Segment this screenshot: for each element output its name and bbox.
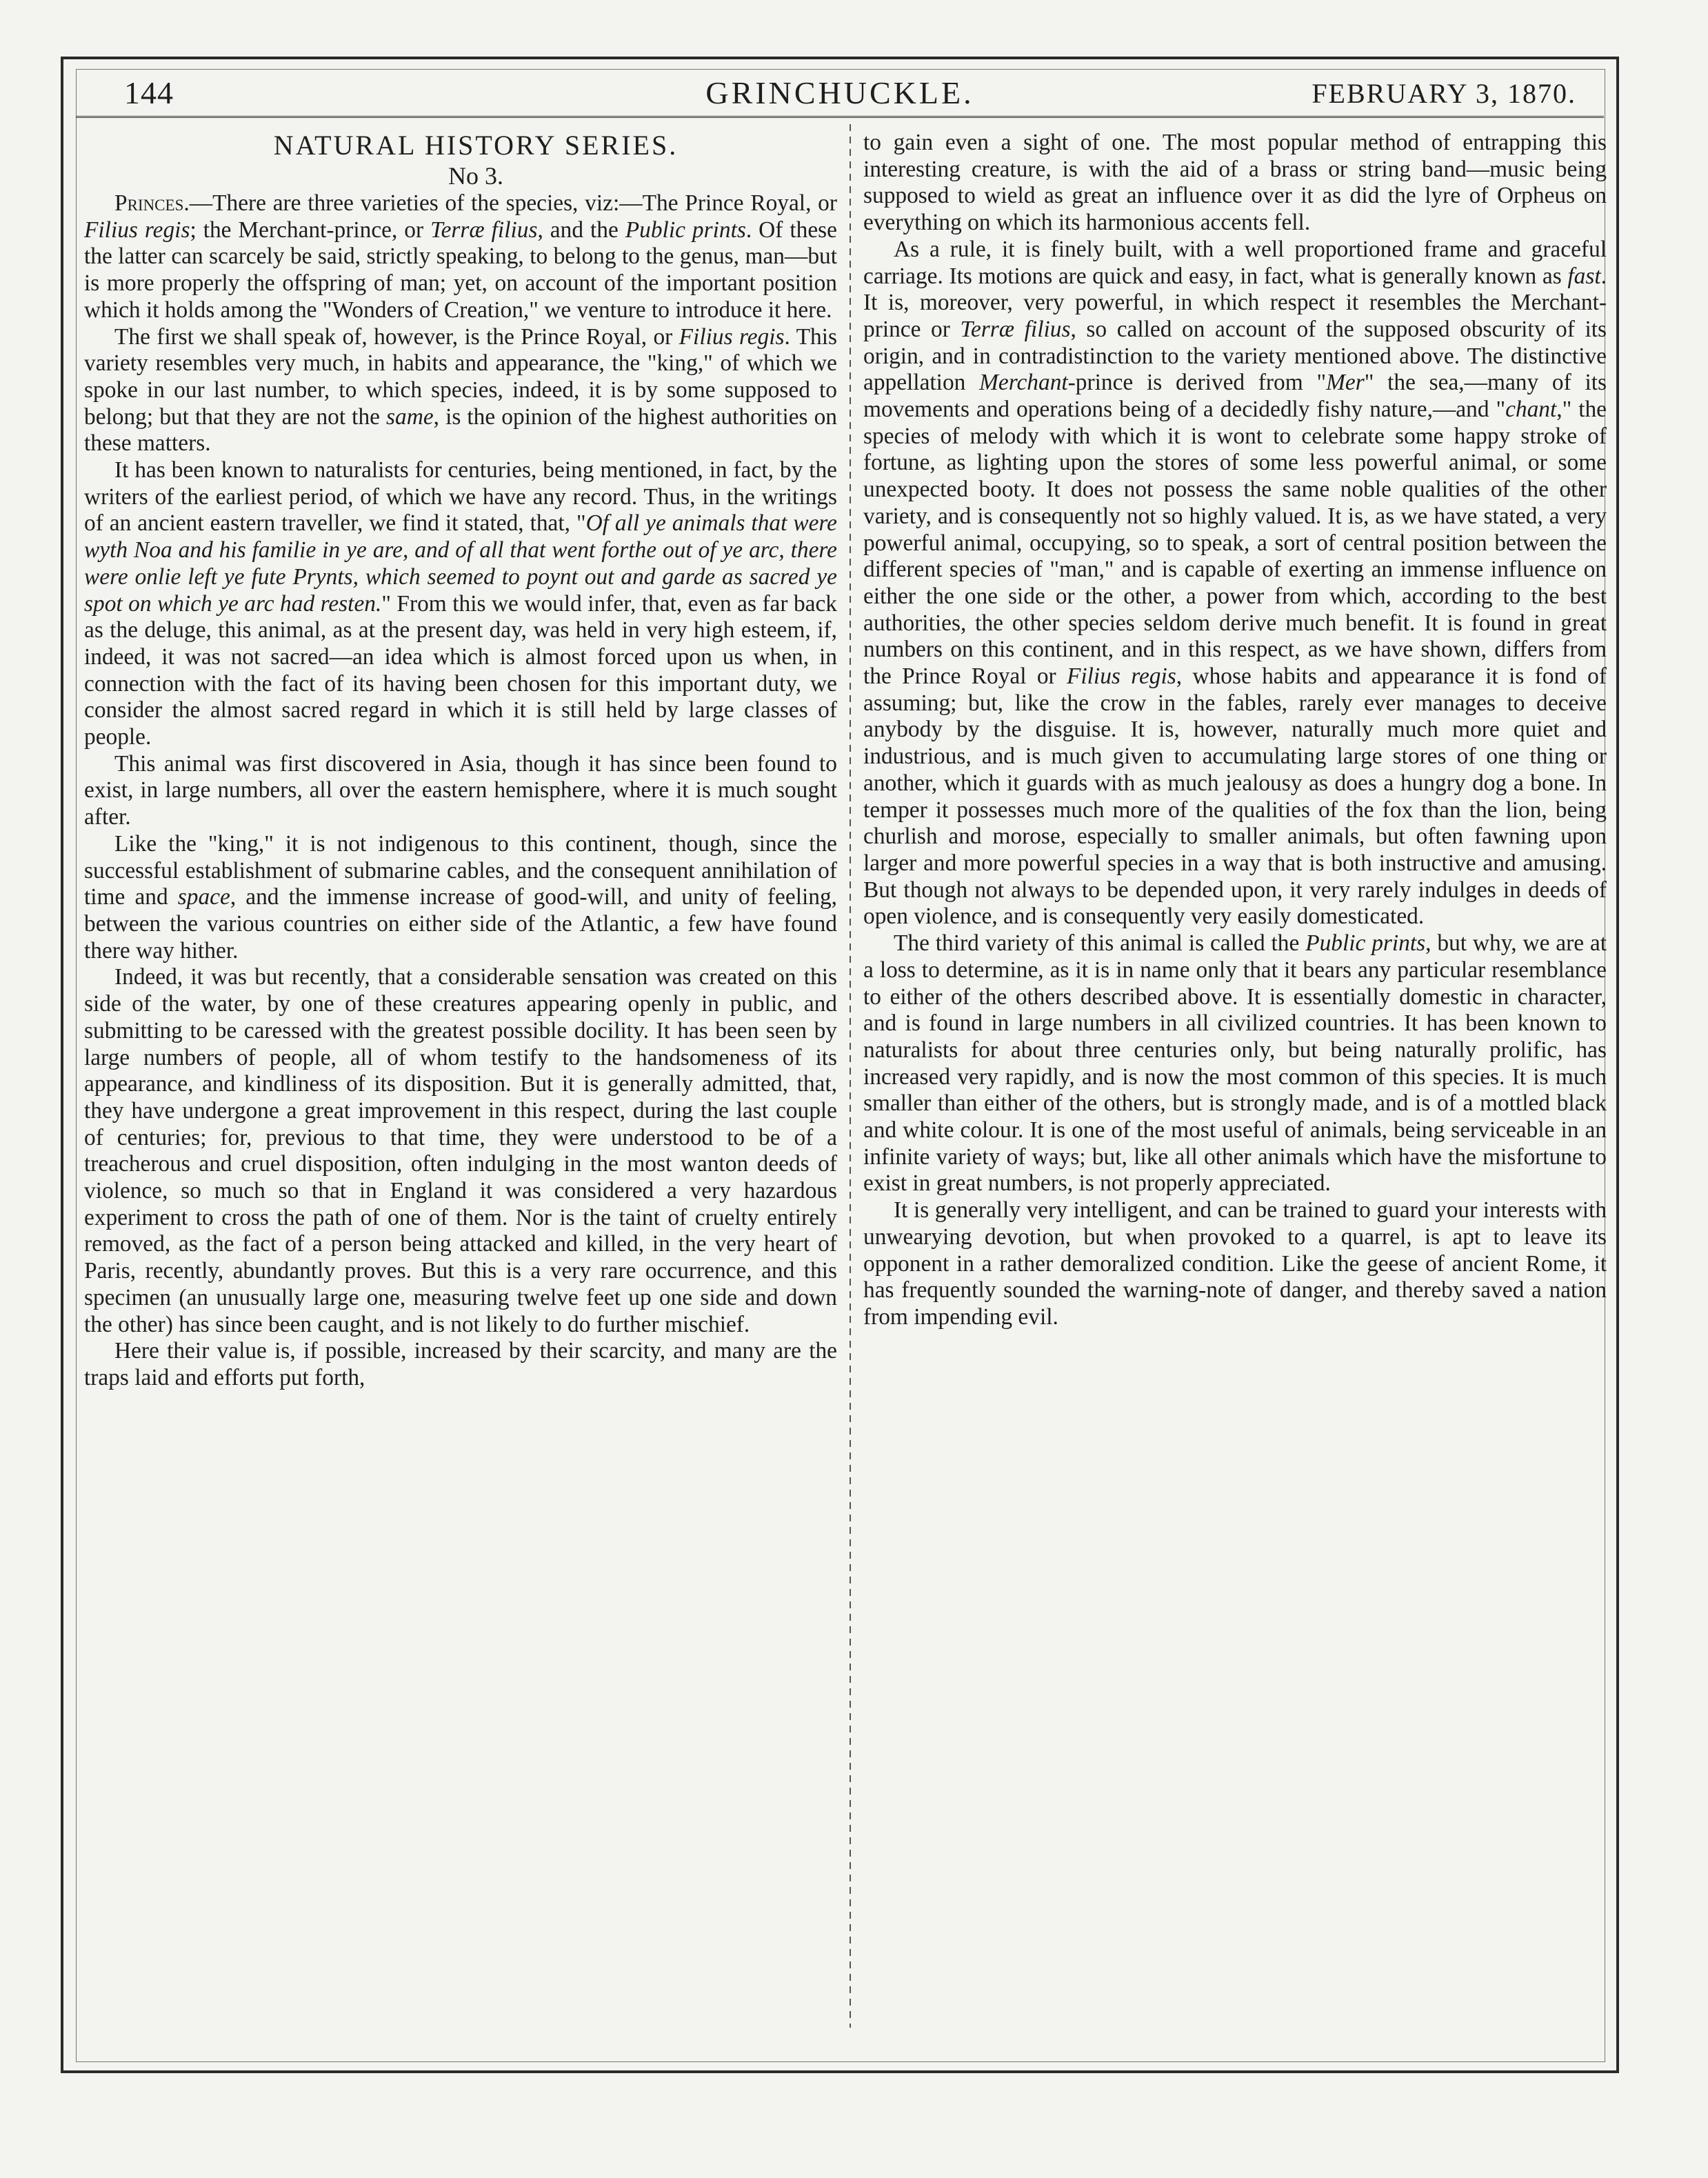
column-rule xyxy=(850,124,851,2028)
paragraph: Princes.—There are three varieties of the species, viz:—The Prince Royal, or Filius regis; the Merchant-prince, or Terræ filius, and the Public prints. Of these the latter can scarcely be said, strictly speaking, to belong to the genus, man—but is more properly the offspring of man; yet, on account of the important position which it holds among the "Wonders of Creation," we venture to introduce it here. xyxy=(84,190,837,323)
paragraph: The first we shall speak of, however, is the Prince Royal, or Filius regis. This variety resembles very much, in habits and appearance, the "king," of which we spoke in our last number, to which species, indeed, it is by some supposed to belong; but that they are not the same, is the opinion of the highest authorities on these matters. xyxy=(84,323,837,457)
paragraph: Like the "king," it is not indigenous to this continent, though, since the successful establishment of submarine cables, and the consequent annihilation of time and space, and the immense increase of good-will, and unity of feeling, between the various countries on either side of the Atlantic, a few have found there way hither. xyxy=(84,830,837,963)
paragraph: This animal was first discovered in Asia, though it has since been found to exist, in large numbers, all over the eastern hemisphere, where it is much sought after. xyxy=(84,750,837,830)
page-number: 144 xyxy=(124,75,174,110)
journal-title: GRINCHUCKLE. xyxy=(705,75,974,110)
series-title: NATURAL HISTORY SERIES. xyxy=(273,130,679,161)
paragraph: Here their value is, if possible, increased by their scarcity, and many are the traps laid and efforts put forth, xyxy=(84,1338,837,1390)
column-right xyxy=(863,130,1607,2033)
paragraph: It has been known to naturalists for centuries, being mentioned, in fact, by the writers of the earliest period, of which we have any record. Thus, in the writings of an ancient eastern traveller, we find it stated, that, "Of all ye animals that were wyth Noa and his familie in ye are, and of all that went forthe out of ye arc, there were onlie left ye fute Prynts, which seemed to poynt out and garde as sacred ye spot on which ye arc had resten." From this we would infer, that, even as far back as the deluge, this animal, as at the present day, was held in very high esteem, if, indeed, it was not sacred—an idea which is almost forced upon us when, in connection with the fact of its having been chosen for this important duty, we consider the almost sacred regard in which it is still held by large classes of people. xyxy=(84,457,837,750)
issue-date: FEBRUARY 3, 1870. xyxy=(1312,78,1576,109)
series-number: No 3. xyxy=(448,162,503,190)
paragraph: It is generally very intelligent, and can be trained to guard your interests with unwearying devotion, but when provoked to a quarrel, is apt to leave its opponent in a rather demoralized condition. Like the geese of ancient Rome, it has frequently sounded the warning-note of danger, and thereby saved a nation from impending evil. xyxy=(863,1197,1607,1330)
running-head xyxy=(76,74,1604,118)
column-left xyxy=(84,130,837,2033)
paragraph: to gain even a sight of one. The most popular method of entrapping this interesting creature, is with the aid of a brass or string band—music being supposed to wield as great an influence over it as did the lyre of Orpheus on everything on which its harmonious accents fell. xyxy=(863,130,1607,236)
paragraph: The third variety of this animal is called the Public prints, but why, we are at a loss to determine, as it is in name only that it bears any particular resemblance to either of the others described above. It is essentially domestic in character, and is found in large numbers in all civilized countries. It has been known to naturalists for about three centuries only, but being naturally prolific, has increased very rapidly, and is now the most common of this species. It is much smaller than either of the others, but is strongly made, and is of a mottled black and white colour. It is one of the most useful of animals, being serviceable in an infinite variety of ways; but, like all other animals which have the misfortune to exist in great numbers, is not properly appreciated. xyxy=(863,930,1607,1197)
paragraph: As a rule, it is finely built, with a well proportioned frame and graceful carriage. Its motions are quick and easy, in fact, what is generally known as fast. It is, moreover, very powerful, in which respect it resembles the Merchant-prince or Terræ filius, so called on account of the supposed obscurity of its origin, and in contradistinction to the variety mentioned above. The distinctive appellation Merchant-prince is derived from "Mer" the sea,—many of its movements and operations being of a decidedly fishy nature,—and "chant," the species of melody with which it is wont to celebrate some happy stroke of fortune, as lighting upon the stores of some less powerful animal, or some unexpected booty. It does not possess the same noble qualities of the other variety, and is consequently not so highly valued. It is, as we have stated, a very powerful animal, occupying, so to speak, a sort of central position between the different species of "man," and is capable of exerting an immense influence on either the one side or the other, a power from which, according to the best authorities, the other species seldom derive much benefit. It is found in great numbers on this continent, and in this respect, as we have shown, differs from the Prince Royal or Filius regis, whose habits and appearance it is fond of assuming; but, like the crow in the fables, rarely ever manages to deceive anybody by the disguise. It is, however, naturally much more quiet and industrious, and is much given to accumulating large stores of one thing or another, which it guards with as much jealousy as does a hungry dog a bone. In temper it possesses much more of the qualities of the fox than the lion, being churlish and morose, especially to smaller animals, but often fawning upon larger and more powerful species in a way that is both instructive and amusing. But though not always to be depended upon, it very rarely indulges in deeds of open violence, and is consequently very easily domesticated. xyxy=(863,236,1607,930)
paragraph: Indeed, it was but recently, that a considerable sensation was created on this side of the water, by one of these creatures appearing openly in public, and submitting to be caressed with the greatest possible docility. It has been seen by large numbers of people, all of whom testify to the handsomeness of its appearance, and kindliness of its disposition. But it is generally admitted, that, they have undergone a great improvement in this respect, during the last couple of centuries; for, previous to that time, they were understood to be of a treacherous and cruel disposition, often indulging in the most wanton deeds of violence, so much so that in England it was considered a very hazardous experiment to cross the path of one of them. Nor is the taint of cruelty entirely removed, as the fact of a person being attacked and killed, in the very heart of Paris, recently, abundantly proves. But this is a very rare occurrence, and this specimen (an unusually large one, measuring twelve feet up one side and down the other) has since been caught, and is not likely to do further mischief. xyxy=(84,964,837,1337)
